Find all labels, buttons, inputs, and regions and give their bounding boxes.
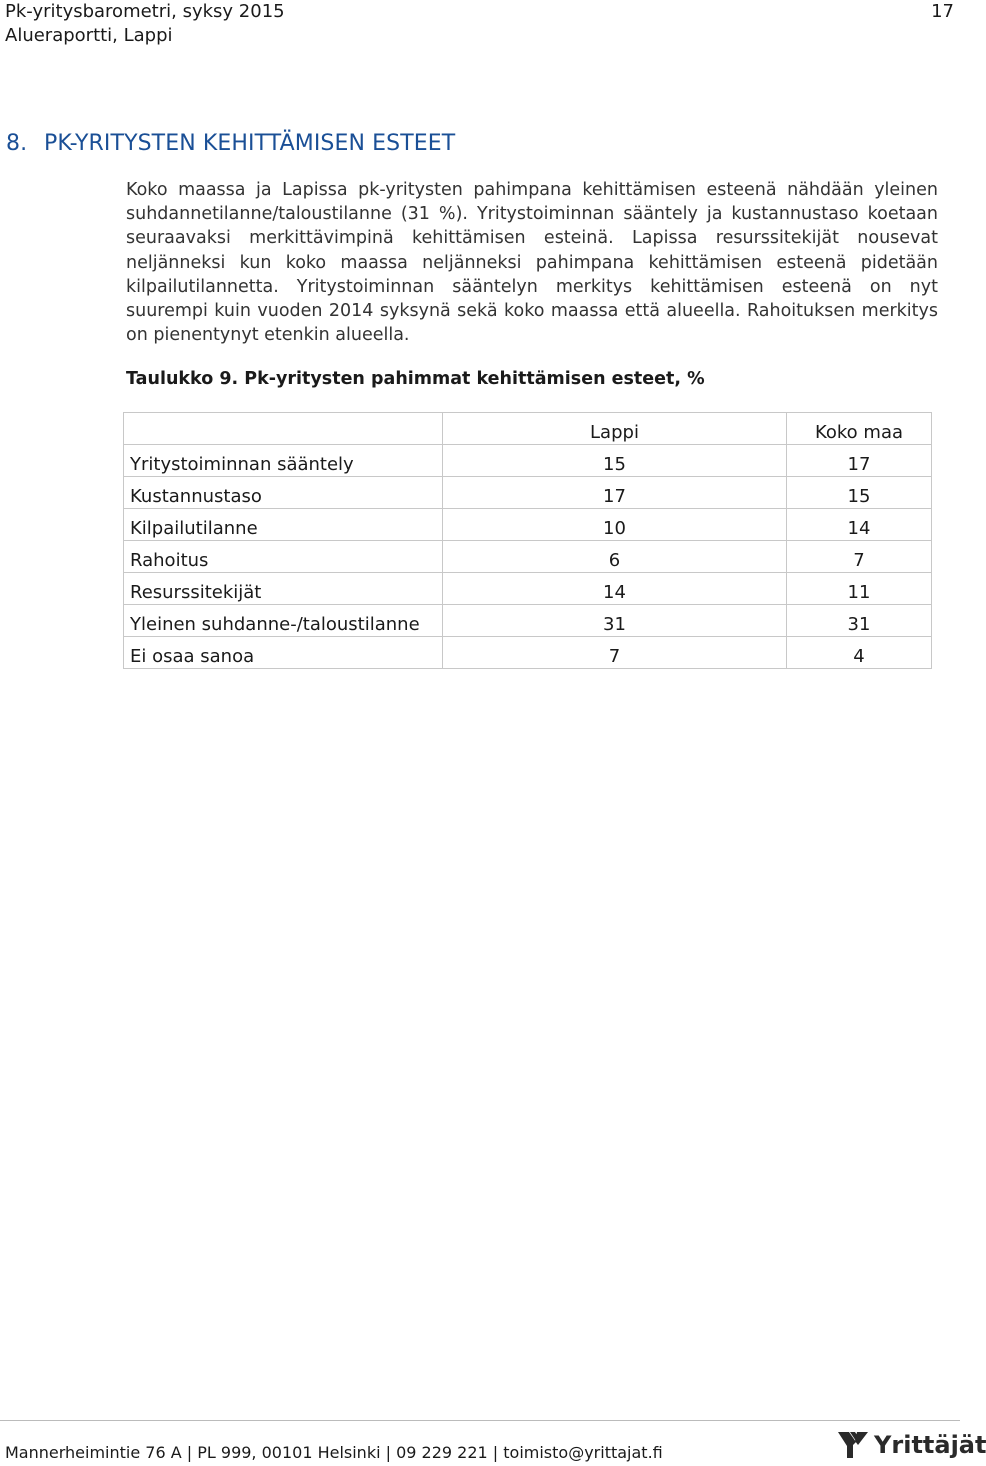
section-heading	[6, 130, 455, 158]
table-row	[124, 445, 932, 477]
paragraph: Koko maassa ja Lapissa pk-yritysten pahimpana kehittämisen esteenä nähdään yleinen suhdannetilanne/taloustilanne (31 %). Yritystoiminnan sääntely ja kustannustaso koetaan seuraavaksi merkittävimpinä kehittämisen esteinä. Lapissa resurssitekijät nousevat neljänneksi kun koko maassa neljänneksi pahimpana kehittämisen esteenä pidetään kilpailutilannetta. Yritystoiminnan sääntelyn merkitys kehittämisen esteenä on nyt suurempi kuin vuoden 2014 syksynä sekä koko maassa että alueella. Rahoituksen merkitys on pienentynyt etenkin alueella.	[126, 180, 938, 346]
lappi-value: 6	[443, 541, 787, 573]
lappi-value: 14	[443, 573, 787, 605]
running-header	[5, 0, 285, 48]
koko-maa-value: 4	[787, 637, 932, 669]
body-text	[126, 178, 938, 347]
lappi-value: 10	[443, 509, 787, 541]
row-label: Yritystoiminnan sääntely	[124, 445, 443, 477]
row-label: Ei osaa sanoa	[124, 637, 443, 669]
lappi-value: 31	[443, 605, 787, 637]
yrittajat-logo	[836, 1430, 986, 1460]
row-label: Rahoitus	[124, 541, 443, 573]
table-row	[124, 477, 932, 509]
yrittajat-logo-icon	[836, 1430, 870, 1460]
row-label: Resurssitekijät	[124, 573, 443, 605]
table-row	[124, 541, 932, 573]
section-number: 8.	[6, 131, 28, 156]
table-header-row	[124, 413, 932, 445]
logo-wordmark: Yrittäjät	[874, 1431, 986, 1459]
column-header-koko-maa: Koko maa	[787, 413, 932, 445]
row-label: Kilpailutilanne	[124, 509, 443, 541]
table-caption: Taulukko 9. Pk-yritysten pahimmat kehittämisen esteet, %	[126, 369, 705, 389]
koko-maa-value: 17	[787, 445, 932, 477]
table-row	[124, 573, 932, 605]
lappi-value: 7	[443, 637, 787, 669]
footer-divider	[0, 1420, 960, 1421]
page-number: 17	[931, 1, 954, 22]
column-header-label	[124, 413, 443, 445]
table-row	[124, 509, 932, 541]
koko-maa-value: 15	[787, 477, 932, 509]
report-title: Pk-yritysbarometri, syksy 2015	[5, 1, 285, 22]
koko-maa-value: 11	[787, 573, 932, 605]
koko-maa-value: 14	[787, 509, 932, 541]
section-title: PK-YRITYSTEN KEHITTÄMISEN ESTEET	[44, 131, 456, 156]
row-label: Kustannustaso	[124, 477, 443, 509]
footer-address: Mannerheimintie 76 A | PL 999, 00101 Helsinki | 09 229 221 | toimisto@yrittajat.fi	[5, 1443, 663, 1462]
koko-maa-value: 7	[787, 541, 932, 573]
lappi-value: 15	[443, 445, 787, 477]
row-label: Yleinen suhdanne-/taloustilanne	[124, 605, 443, 637]
lappi-value: 17	[443, 477, 787, 509]
table-row	[124, 637, 932, 669]
koko-maa-value: 31	[787, 605, 932, 637]
obstacles-table	[123, 412, 932, 669]
report-subtitle: Alueraportti, Lappi	[5, 25, 173, 46]
table-row	[124, 605, 932, 637]
column-header-lappi: Lappi	[443, 413, 787, 445]
